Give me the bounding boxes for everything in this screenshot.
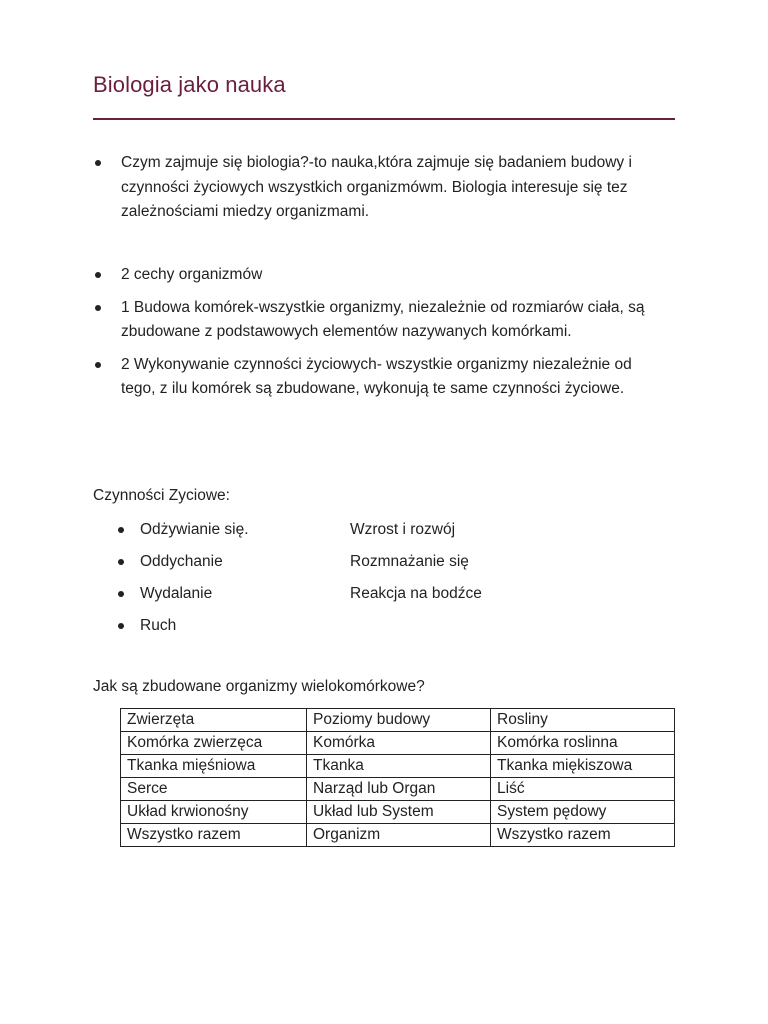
- table-cell: Układ krwionośny: [121, 801, 307, 824]
- table-cell: Serce: [121, 778, 307, 801]
- table-cell: Tkanka: [307, 755, 491, 778]
- page-title: Biologia jako nauka: [93, 72, 286, 97]
- life-function-left: Oddychanie: [140, 553, 223, 570]
- life-function-left: Ruch: [140, 617, 177, 634]
- list-item: [116, 583, 482, 615]
- list-item: [116, 519, 482, 551]
- table-cell: Narząd lub Organ: [307, 778, 491, 801]
- list-item: [93, 151, 663, 225]
- table-cell: Rosliny: [491, 709, 675, 732]
- table-cell: Liść: [491, 778, 675, 801]
- bullet-icon: [95, 160, 101, 166]
- features-list: [93, 263, 663, 402]
- table-cell: Komórka: [307, 732, 491, 755]
- life-function-left: Odżywianie się.: [140, 521, 249, 538]
- life-function-right: Rozmnażanie się: [350, 553, 469, 570]
- list-item-text: Czym zajmuje się biologia?-to nauka,która zajmuje się badaniem budowy i czynności życiowych wszystkich organizmówm. Biologia interesuje się tez zależnościami miedzy organizmami.: [121, 154, 632, 220]
- life-function-right: Reakcja na bodźce: [350, 585, 482, 602]
- list-item: [93, 296, 663, 345]
- table-row: [121, 755, 675, 778]
- bullet-icon: [118, 527, 124, 533]
- list-item: [116, 615, 482, 647]
- bullet-icon: [118, 559, 124, 565]
- table-cell: Tkanka mięśniowa: [121, 755, 307, 778]
- table-cell: Komórka roslinna: [491, 732, 675, 755]
- table-cell: System pędowy: [491, 801, 675, 824]
- table-cell: Wszystko razem: [491, 824, 675, 847]
- intro-list: [93, 151, 663, 225]
- table-cell: Organizm: [307, 824, 491, 847]
- bullet-icon: [95, 272, 101, 278]
- table-row: [121, 709, 675, 732]
- table-row: [121, 732, 675, 755]
- table-row: [121, 778, 675, 801]
- life-function-left: Wydalanie: [140, 585, 213, 602]
- table-cell: Wszystko razem: [121, 824, 307, 847]
- table-cell: Zwierzęta: [121, 709, 307, 732]
- bullet-icon: [118, 591, 124, 597]
- table-question: Jak są zbudowane organizmy wielokomórkowe?: [93, 678, 425, 695]
- list-item: [93, 353, 663, 402]
- table-row: [121, 824, 675, 847]
- life-functions-list: [116, 519, 482, 647]
- life-function-right: Wzrost i rozwój: [350, 521, 456, 538]
- bullet-icon: [95, 362, 101, 368]
- table-cell: Układ lub System: [307, 801, 491, 824]
- list-item-text: 1 Budowa komórek-wszystkie organizmy, niezależnie od rozmiarów ciała, są zbudowane z podstawowych elementów nazywanych komórkami.: [121, 298, 645, 340]
- life-functions-heading: Czynności Zyciowe:: [93, 487, 230, 504]
- table-row: [121, 801, 675, 824]
- bullet-icon: [118, 623, 124, 629]
- bullet-icon: [95, 305, 101, 311]
- list-item-text: 2 cechy organizmów: [121, 266, 263, 283]
- table-cell: Komórka zwierzęca: [121, 732, 307, 755]
- table-cell: Poziomy budowy: [307, 709, 491, 732]
- list-item: [116, 551, 482, 583]
- organization-table: [120, 708, 675, 847]
- table-cell: Tkanka miękiszowa: [491, 755, 675, 778]
- list-item: [93, 263, 663, 288]
- title-divider: [93, 118, 675, 120]
- list-item-text: 2 Wykonywanie czynności życiowych- wszystkie organizmy niezależnie od tego, z ilu komórek są zbudowane, wykonują te same czynności życiowe.: [121, 355, 632, 397]
